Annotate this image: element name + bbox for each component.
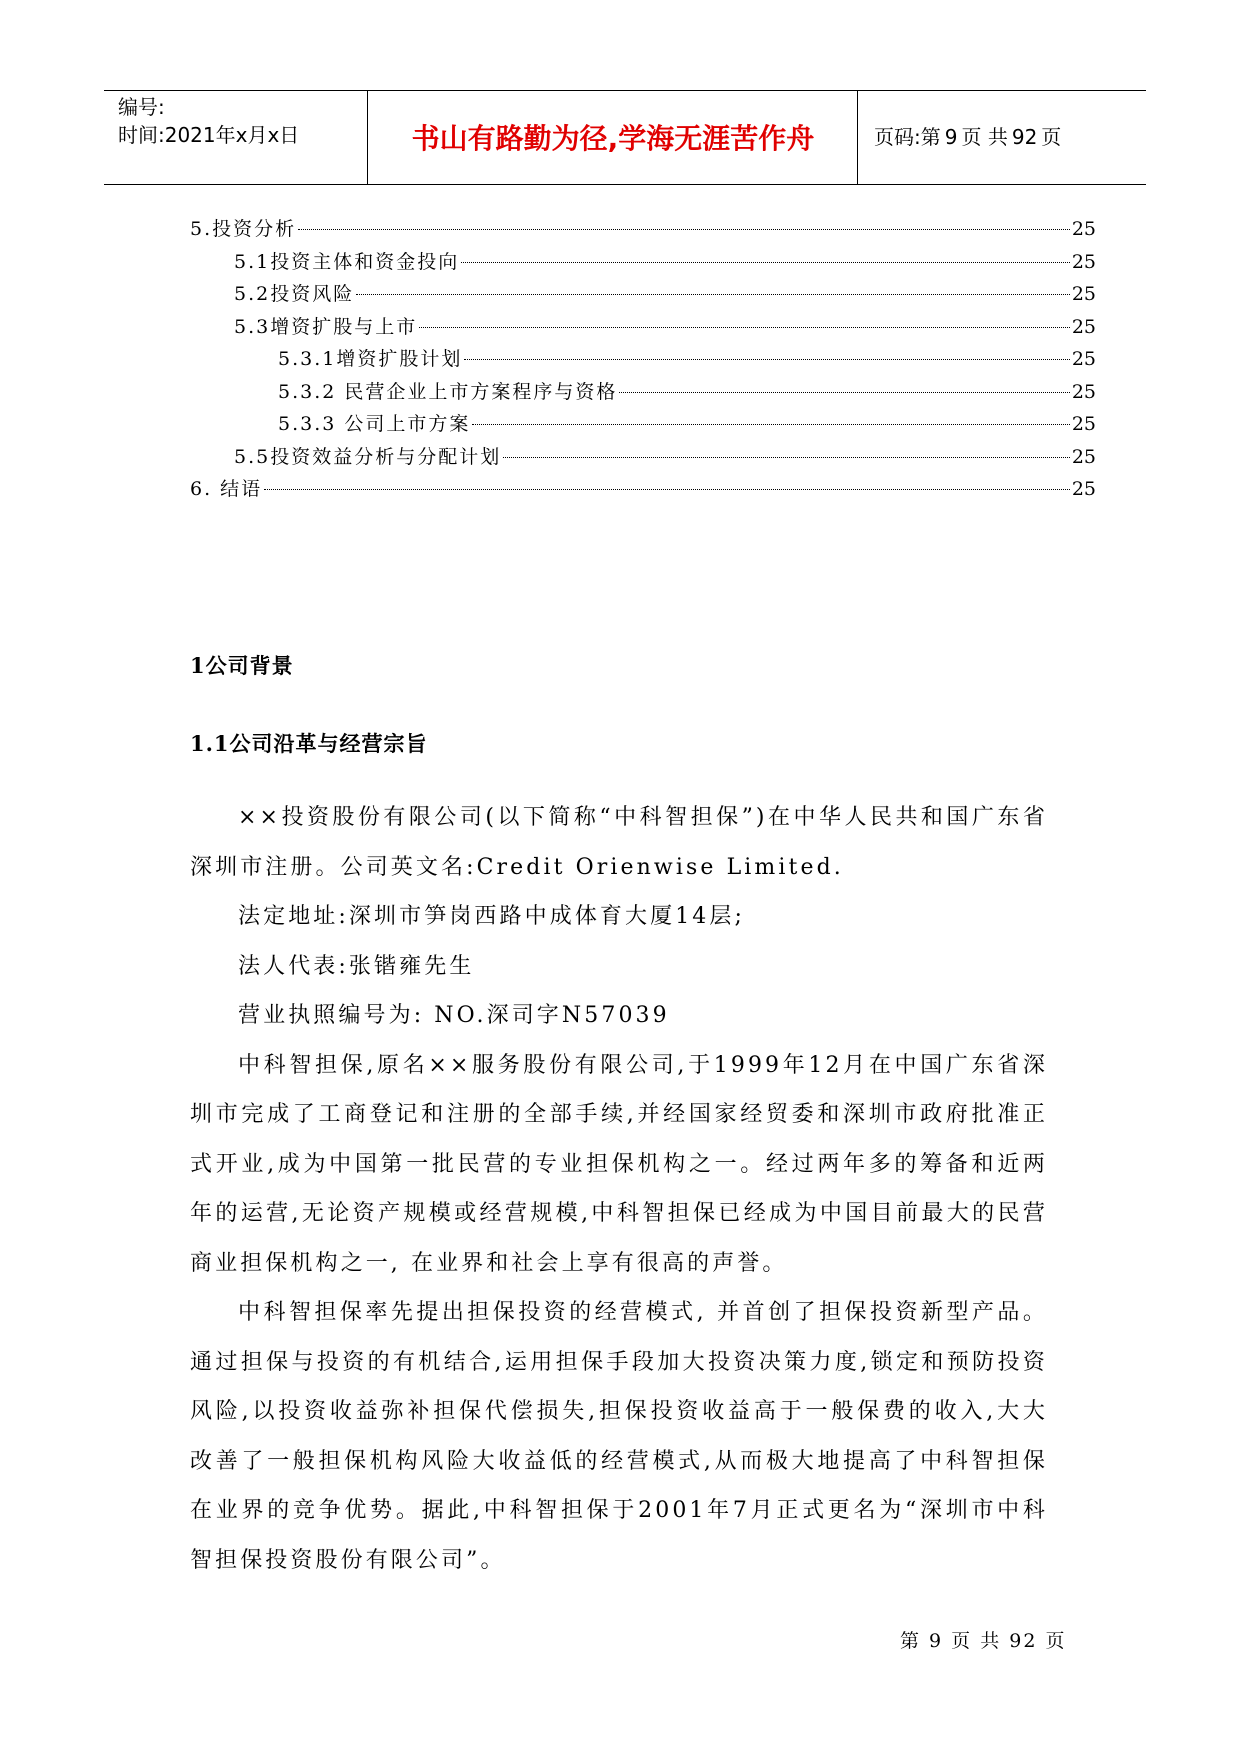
toc-entry-page: 25 — [1071, 348, 1096, 370]
toc-leader-dots — [264, 489, 1070, 490]
toc-leader-dots — [461, 262, 1070, 263]
toc-entry[interactable] — [190, 213, 1096, 246]
document-number-label: 编号: — [118, 95, 165, 119]
toc-entry[interactable] — [190, 246, 1096, 279]
body-paragraph: 法人代表:张锴雍先生 — [238, 953, 475, 979]
page-current: 9 — [944, 125, 958, 149]
toc-entry-page: 25 — [1071, 315, 1096, 338]
body-paragraph: 营业执照编号为: NO.深司字N57039 — [238, 1003, 670, 1028]
toc-leader-dots — [419, 327, 1070, 328]
header-divider — [367, 91, 368, 184]
toc-entry-page: 25 — [1071, 283, 1096, 305]
section-heading: 1公司背景 — [190, 653, 294, 678]
header-meta — [118, 93, 368, 149]
page-mid-text: 页 共 — [961, 125, 1008, 149]
header-divider — [857, 91, 858, 184]
toc-entry-label: 5.3.1增资扩股计划 — [278, 348, 463, 370]
toc-entry-page: 25 — [1071, 478, 1096, 500]
toc-entry[interactable] — [190, 473, 1096, 506]
toc-leader-dots — [464, 359, 1069, 360]
page-header — [104, 90, 1146, 185]
body-paragraph: ××投资股份有限公司(以下简称“中科智担保”)在中华人民共和国广东省深圳市注册。公司英文名:Credit Orienwise Limited. — [190, 805, 1048, 880]
toc-entry[interactable] — [190, 408, 1096, 441]
toc-entry-label: 5.2投资风险 — [234, 283, 355, 305]
toc-entry-label: 5.3.2 民营企业上市方案程序与资格 — [278, 380, 618, 403]
toc-entry[interactable] — [190, 441, 1096, 474]
toc-entry-label: 5.5投资效益分析与分配计划 — [234, 445, 502, 468]
toc-entry-label: 5.3.3 公司上市方案 — [278, 413, 471, 435]
toc-entry-page: 25 — [1071, 413, 1096, 435]
toc-leader-dots — [298, 229, 1070, 230]
table-of-contents — [190, 213, 1096, 506]
body-paragraph: 中科智担保率先提出担保投资的经营模式, 并首创了担保投资新型产品。通过担保与投资的有机结合,运用担保手段加大投资决策力度,锁定和预防投资风险,以投资收益弥补担保代偿损失,担保投资收益高于一般保费的收入,大大改善了一般担保机构风险大收益低的经营模式,从而极大地提高了中科智担保在业界的竞争优势。据此,中科智担保于2001年7月正式更名为“深圳市中科智担保投资股份有限公司”。 — [190, 1300, 1048, 1573]
header-motto: 书山有路勤为径,学海无涯苦作舟 — [411, 122, 815, 155]
toc-entry-page: 25 — [1071, 218, 1096, 240]
toc-entry[interactable] — [190, 311, 1096, 344]
toc-entry[interactable] — [190, 376, 1096, 409]
header-page-code — [872, 121, 1063, 150]
toc-entry-label: 5.3增资扩股与上市 — [234, 315, 418, 338]
body-paragraph: 中科智担保,原名××服务股份有限公司,于1999年12月在中国广东省深圳市完成了工商登记和注册的全部手续,并经国家经贸委和深圳市政府批准正式开业,成为中国第一批民营的专业担保机构之一。经过两年多的筹备和近两年的运营,无论资产规模或经营规模,中科智担保已经成为中国目前最大的民营商业担保机构之一, 在业界和社会上享有很高的声誉。 — [190, 1052, 1048, 1276]
toc-leader-dots — [503, 457, 1070, 458]
body-paragraph: 法定地址:深圳市笋岗西路中成体育大厦14层; — [238, 904, 746, 929]
toc-entry-page: 25 — [1071, 380, 1096, 403]
toc-entry-label: 6. 结语 — [190, 478, 263, 500]
subsection-heading: 1.1公司沿革与经营宗旨 — [190, 731, 428, 756]
toc-entry-label: 5.投资分析 — [190, 218, 297, 240]
document-body — [190, 793, 1048, 1585]
toc-leader-dots — [619, 392, 1069, 393]
toc-entry-page: 25 — [1071, 250, 1096, 273]
toc-leader-dots — [472, 424, 1069, 425]
toc-entry-page: 25 — [1071, 445, 1096, 468]
toc-entry[interactable] — [190, 278, 1096, 311]
toc-entry[interactable] — [190, 343, 1096, 376]
page-code-label: 页码:第 — [874, 125, 941, 149]
page-total: 92 — [1011, 125, 1038, 149]
page-suffix: 页 — [1041, 125, 1062, 149]
toc-entry-label: 5.1投资主体和资金投向 — [234, 250, 460, 273]
document-time-label: 时间:2021年x月x日 — [118, 123, 300, 147]
toc-leader-dots — [356, 294, 1070, 295]
page-footer: 第 9 页 共 92 页 — [900, 1630, 1067, 1652]
